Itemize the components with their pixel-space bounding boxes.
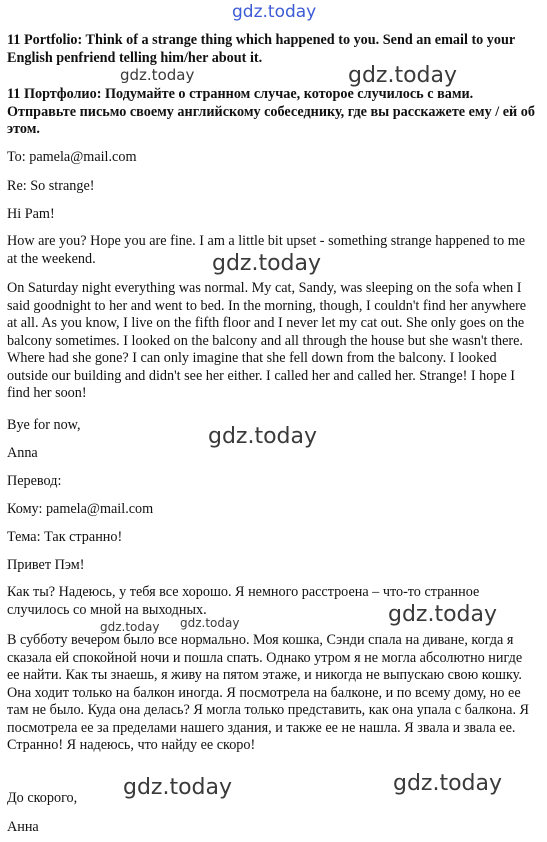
watermark: gdz.today xyxy=(100,620,160,634)
email-ru-to: Кому: pamela@mail.com xyxy=(7,501,154,517)
email-subject: Re: So strange! xyxy=(7,178,95,194)
email-signature: Anna xyxy=(7,445,38,461)
email-ru-closing: До скорого, xyxy=(7,790,78,806)
email-ru-signature: Анна xyxy=(7,819,39,835)
watermark: gdz.today xyxy=(348,63,458,88)
email-ru-paragraph-1: Как ты? Надеюсь, у тебя все хорошо. Я немного расстроена – что-то странное случилось со мной на выходных. xyxy=(7,584,480,618)
watermark: gdz.today xyxy=(208,424,318,449)
email-to: To: pamela@mail.com xyxy=(7,149,137,165)
email-paragraph-2: On Saturday night everything was normal. My cat, Sandy, was sleeping on the sofa when I said goodnight to her and went to bed. In the morning, though, I couldn't find her anywhere at all. As you know, I live on the fifth floor and I never let my cat out. She only goes on the balcony sometimes. I looked on the balcony and all through the house but she wasn't there. Where had she gone? I can only imagine that she fell down from the balcony. I looked outside our building and didn't see her either. I called her and called her. Strange! I hope I find her soon! xyxy=(7,280,527,401)
watermark: gdz.today xyxy=(180,616,240,630)
watermark: gdz.today xyxy=(393,771,503,796)
email-ru-greeting: Привет Пэм! xyxy=(7,557,85,573)
header-watermark: gdz.today xyxy=(232,2,317,22)
email-ru-paragraph-2: В субботу вечером было все нормально. Моя кошка, Сэнди спала на диване, когда я сказала ей спокойной ночи и пошла спать. Однако утром я не могла абсолютно нигде ее найти. Как ты знаешь, я живу на пятом этаже, и никогда не выпускаю свою кошку. Она ходит только на балкон иногда. Я посмотрела на балконе, и по всему дому, но ее там не было. Куда она делась? Я могла только представить, как она упала с балкона. Я посмотрела ее за пределами нашего здания, и также ее не нашла. Я звала и звала ее. Странно! Я надеюсь, что найду ее скоро! xyxy=(7,632,530,753)
watermark: gdz.today xyxy=(212,251,322,276)
task-english: 11 Portfolio: Think of a strange thing which happened to you. Send an email to your English penfriend telling him/her about it. xyxy=(7,32,515,66)
email-paragraph-1: How are you? Hope you are fine. I am a little bit upset - something strange happened to me at the weekend. xyxy=(7,233,526,267)
email-greeting: Hi Pam! xyxy=(7,206,55,222)
watermark: gdz.today xyxy=(123,775,233,800)
task-russian: 11 Портфолио: Подумайте о странном случае, которое случилось с вами. Отправьте письмо своему английскому собеседнику, где вы расскажете ему / ей об этом. xyxy=(7,86,535,137)
email-ru-subject: Тема: Так странно! xyxy=(7,529,123,545)
watermark: gdz.today xyxy=(388,602,498,627)
watermark: gdz.today xyxy=(120,66,195,84)
email-closing: Bye for now, xyxy=(7,417,81,433)
translation-label: Перевод: xyxy=(7,473,62,489)
